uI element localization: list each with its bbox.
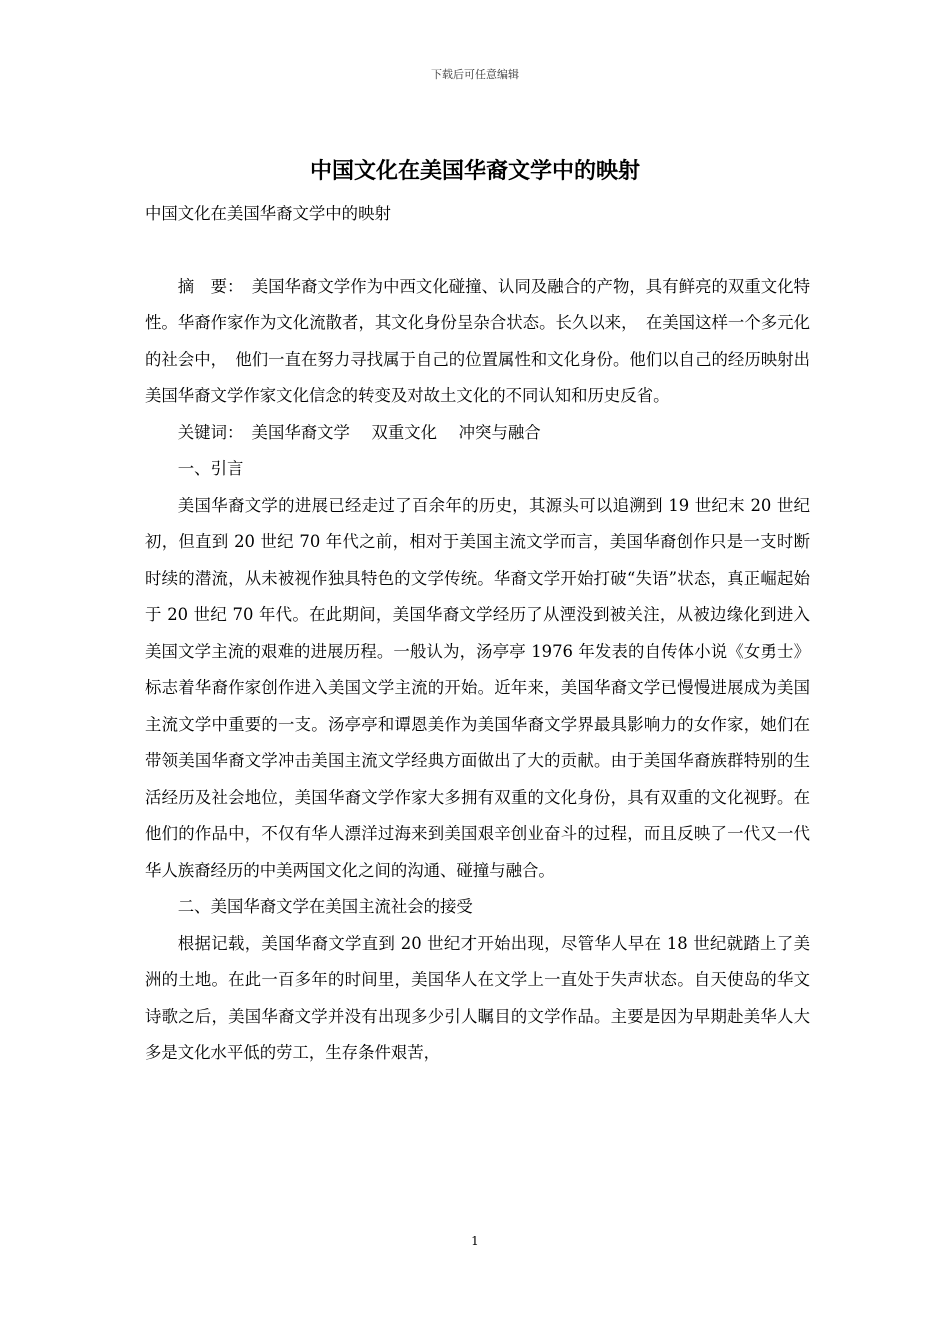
blank-line [145, 233, 810, 269]
introduction-paragraph: 美国华裔文学的进展已经走过了百余年的历史，其源头可以追溯到 19 世纪末 20 世纪初，但直到 20 世纪 70 年代之前，相对于美国主流文学而言，美国华裔创作只是一支时断时续的潜流，从未被视作独具特色的文学传统。华裔文学开始打破“失语”状态，真正崛起始于 20 世纪 70 年代。在此期间，美国华裔文学经历了从湮没到被关注，从被边缘化到进入美国文学主流的艰难的进展历程。一般认为，汤亭亭 1976 年发表的自传体小说《女勇士》标志着华裔作家创作进入美国文学主流的开始。近年来，美国华裔文学已慢慢进展成为美国主流文学中重要的一支。汤亭亭和谭恩美作为美国华裔文学界最具影响力的女作家，她们在带领美国华裔文学冲击美国主流文学经典方面做出了大的贡献。由于美国华裔族群特别的生活经历及社会地位，美国华裔文学作家大多拥有双重的文化身份，具有双重的文化视野。在他们的作品中，不仅有华人漂洋过海来到美国艰辛创业奋斗的过程，而且反映了一代又一代华人族裔经历的中美两国文化之间的沟通、碰撞与融合。 [145, 495, 810, 880]
section-heading-reception: 二、美国华裔文学在美国主流社会的接受 [177, 897, 473, 916]
document-subtitle: 中国文化在美国华裔文学中的映射 [145, 204, 391, 223]
abstract-paragraph: 摘 要： 美国华裔文学作为中西文化碰撞、认同及融合的产物，具有鲜亮的双重文化特性。华裔作家作为文化流散者，其文化身份呈杂合状态。长久以来， 在美国这样一个多元化的社会中， 他们一直在努力寻找属于自己的位置属性和文化身份。他们以自己的经历映射出美国华裔文学作家文化信念的转变及对故土文化的不同认知和历史反省。 [145, 276, 810, 405]
page-number: 1 [471, 1234, 479, 1248]
document-body [145, 196, 810, 1072]
section-heading-introduction: 一、引言 [177, 459, 244, 478]
document-title: 中国文化在美国华裔文学中的映射 [309, 158, 640, 184]
keywords-line: 关键词： 美国华裔文学 双重文化 冲突与融合 [177, 422, 541, 442]
reception-paragraph: 根据记载，美国华裔文学直到 20 世纪才开始出现，尽管华人早在 18 世纪就踏上了美洲的土地。在此一百多年的时间里，美国华人在文学上一直处于失声状态。自天使岛的华文诗歌之后，美国华裔文学并没有出现多少引人瞩目的文学作品。主要是因为早期赴美华人大多是文化水平低的劳工，生存条件艰苦， [145, 933, 810, 1062]
header-note: 下载后可任意编辑 [431, 68, 519, 81]
